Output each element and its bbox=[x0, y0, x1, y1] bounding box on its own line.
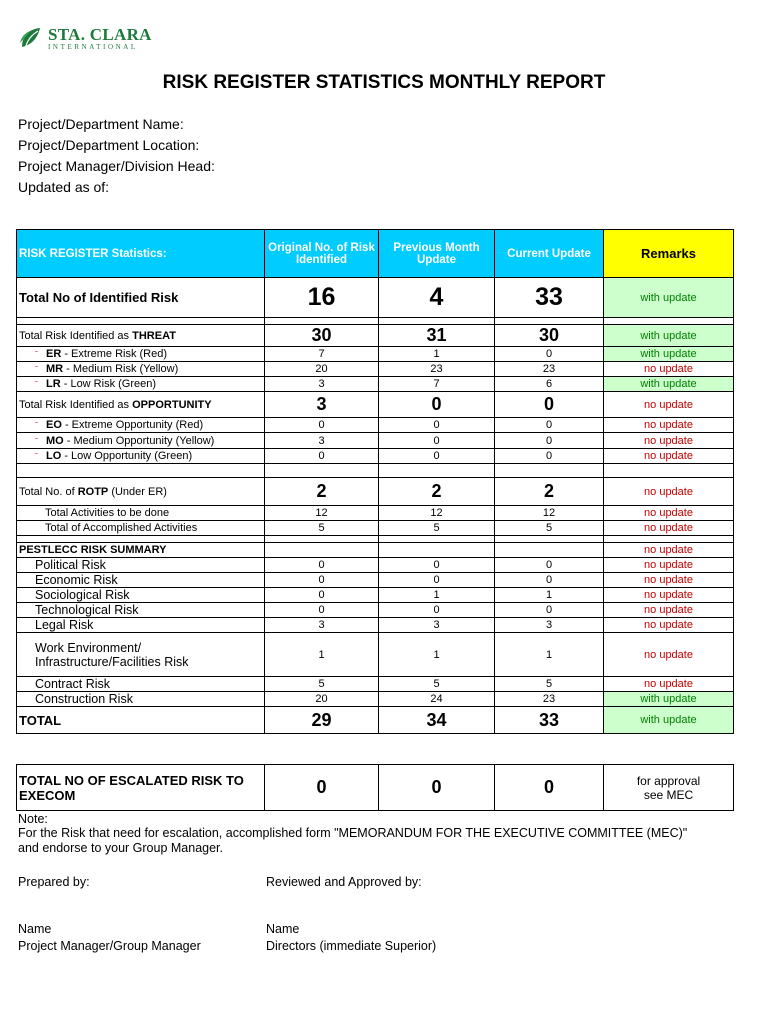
remark-line-1: for approval bbox=[636, 773, 701, 788]
spacer-row bbox=[17, 464, 734, 478]
remark-cell: no update bbox=[604, 362, 734, 377]
cell-value: 0 bbox=[379, 433, 495, 449]
threat-label bbox=[17, 325, 265, 347]
header-current: Current Update bbox=[495, 230, 604, 278]
cell-value: 3 bbox=[265, 433, 379, 449]
field-project-manager: Project Manager/Division Head: bbox=[18, 158, 215, 174]
field-updated-as-of: Updated as of: bbox=[18, 179, 110, 195]
cell-value: 2 bbox=[495, 478, 604, 506]
cell-value: 30 bbox=[265, 325, 379, 347]
risk-code: LR bbox=[46, 378, 61, 390]
risk-desc: - Low Opportunity (Green) bbox=[61, 450, 193, 462]
rotp-item-label: Total of Accomplished Activities bbox=[17, 521, 265, 536]
cell-value: 0 bbox=[379, 449, 495, 464]
cell-value: 6 bbox=[495, 377, 604, 392]
header-previous: Previous Month Update bbox=[379, 230, 495, 278]
remark-cell: no update bbox=[604, 543, 734, 558]
pestlecc-item-label: Political Risk bbox=[17, 558, 265, 573]
cell-value: 24 bbox=[379, 692, 495, 707]
signature-role-left: Project Manager/Group Manager bbox=[18, 939, 201, 953]
opportunity-label bbox=[17, 392, 265, 418]
signature-name-left: Name bbox=[18, 922, 52, 936]
table-row bbox=[17, 677, 734, 692]
remark-cell: no update bbox=[604, 633, 734, 677]
cell-value: 0 bbox=[265, 603, 379, 618]
risk-desc: - Extreme Opportunity (Red) bbox=[61, 419, 204, 431]
rotp-label bbox=[17, 478, 265, 506]
logo-name: STA. CLARA bbox=[48, 24, 152, 44]
cell-value: 1 bbox=[495, 588, 604, 603]
remark-cell: with update bbox=[604, 707, 734, 734]
cell-value: 1 bbox=[495, 633, 604, 677]
remark-cell: no update bbox=[604, 558, 734, 573]
cell-value: 0 bbox=[379, 418, 495, 433]
remark-cell: with update bbox=[604, 377, 734, 392]
table-row bbox=[17, 573, 734, 588]
cell-value: 23 bbox=[495, 692, 604, 707]
cell-value: 0 bbox=[495, 392, 604, 418]
table-row bbox=[17, 418, 734, 433]
escalated-row bbox=[17, 765, 734, 811]
rotp-label-prefix: Total No. of bbox=[19, 485, 78, 498]
risk-label bbox=[17, 362, 265, 377]
cell-value: 5 bbox=[265, 677, 379, 692]
cell-value: 23 bbox=[495, 362, 604, 377]
threat-label-prefix: Total Risk Identified as bbox=[19, 329, 133, 342]
risk-label bbox=[17, 347, 265, 362]
cell-value: 0 bbox=[379, 765, 495, 811]
cell-value: 3 bbox=[265, 618, 379, 633]
cell-value: 16 bbox=[265, 278, 379, 318]
cell-value: 5 bbox=[495, 521, 604, 536]
risk-code: LO bbox=[46, 450, 62, 462]
remark-cell: no update bbox=[604, 521, 734, 536]
note-line-1: For the Risk that need for escalation, accomplished form "MEMORANDUM FOR THE EXECUTIVE COMMITTEE (MEC)" bbox=[18, 826, 688, 840]
cell-value: 12 bbox=[495, 506, 604, 521]
cell-value: 30 bbox=[495, 325, 604, 347]
cell-value: 3 bbox=[265, 392, 379, 418]
cell-value: 20 bbox=[265, 362, 379, 377]
cell-value: 7 bbox=[265, 347, 379, 362]
label-line-2: Infrastructure/Facilities Risk bbox=[35, 654, 189, 669]
cell-value: 0 bbox=[379, 573, 495, 588]
cell-value: 4 bbox=[379, 278, 495, 318]
cell-value: 0 bbox=[495, 558, 604, 573]
table-row bbox=[17, 433, 734, 449]
tick-mark: ˉ bbox=[35, 435, 38, 446]
cell-value: 0 bbox=[379, 603, 495, 618]
remark-cell: no update bbox=[604, 573, 734, 588]
cell-value: 2 bbox=[265, 478, 379, 506]
total-identified-row bbox=[17, 278, 734, 318]
remark-cell: no update bbox=[604, 506, 734, 521]
rotp-item-label: Total Activities to be done bbox=[17, 506, 265, 521]
risk-label bbox=[17, 377, 265, 392]
rotp-label-strong: ROTP bbox=[77, 485, 109, 498]
remark-cell: with update bbox=[604, 325, 734, 347]
header-remarks: Remarks bbox=[604, 230, 734, 278]
cell-value: 0 bbox=[495, 418, 604, 433]
cell-value: 0 bbox=[265, 588, 379, 603]
risk-register-table bbox=[16, 229, 734, 734]
cell-value: 7 bbox=[379, 377, 495, 392]
cell-value: 5 bbox=[265, 521, 379, 536]
cell-value: 33 bbox=[495, 278, 604, 318]
cell-value: 0 bbox=[495, 347, 604, 362]
threat-row bbox=[17, 325, 734, 347]
prepared-by-label: Prepared by: bbox=[18, 875, 90, 889]
spacer-row bbox=[17, 318, 734, 325]
pestlecc-item-label: Economic Risk bbox=[17, 573, 265, 588]
remark-cell: no update bbox=[604, 392, 734, 418]
cell-value: 12 bbox=[265, 506, 379, 521]
table-row bbox=[17, 449, 734, 464]
cell-value: 0 bbox=[379, 392, 495, 418]
logo-subtitle: INTERNATIONAL bbox=[48, 42, 138, 51]
risk-label bbox=[17, 433, 265, 449]
risk-code: MR bbox=[46, 363, 64, 375]
cell-value: 3 bbox=[265, 377, 379, 392]
cell-value: 1 bbox=[379, 633, 495, 677]
table-row bbox=[17, 558, 734, 573]
cell-value: 33 bbox=[495, 707, 604, 734]
table-row bbox=[17, 618, 734, 633]
tick-mark: ˉ bbox=[35, 420, 38, 430]
risk-label bbox=[17, 449, 265, 464]
cell-value: 0 bbox=[495, 573, 604, 588]
escalated-risk-table bbox=[16, 764, 734, 811]
risk-code: ER bbox=[46, 348, 62, 360]
cell-value: 3 bbox=[495, 618, 604, 633]
cell-value: 20 bbox=[265, 692, 379, 707]
escalated-label: TOTAL NO OF ESCALATED RISK TO EXECOM bbox=[17, 765, 265, 811]
signature-role-right: Directors (immediate Superior) bbox=[266, 939, 437, 953]
table-row bbox=[17, 377, 734, 392]
table-row bbox=[17, 588, 734, 603]
pestlecc-item-label: Contract Risk bbox=[17, 677, 265, 692]
risk-desc: - Extreme Risk (Red) bbox=[61, 348, 168, 360]
cell-value: 3 bbox=[379, 618, 495, 633]
remark-cell: no update bbox=[604, 603, 734, 618]
risk-code: MO bbox=[46, 434, 64, 447]
cell-value: 0 bbox=[379, 558, 495, 573]
cell-value: 1 bbox=[265, 633, 379, 677]
header-statistics: RISK REGISTER Statistics: bbox=[17, 230, 265, 278]
remark-cell: no update bbox=[604, 478, 734, 506]
table-header-row bbox=[17, 230, 734, 278]
risk-label bbox=[17, 418, 265, 433]
pestlecc-item-label bbox=[17, 633, 265, 677]
remark-cell: no update bbox=[604, 418, 734, 433]
opportunity-row bbox=[17, 392, 734, 418]
pestlecc-item-label: Technological Risk bbox=[17, 603, 265, 618]
remark-cell: no update bbox=[604, 677, 734, 692]
cell-value: 0 bbox=[495, 449, 604, 464]
remark-cell: no update bbox=[604, 618, 734, 633]
table-row bbox=[17, 506, 734, 521]
pestlecc-item-label: Construction Risk bbox=[17, 692, 265, 707]
tick-mark: ˉ bbox=[35, 364, 38, 374]
table-row bbox=[17, 633, 734, 677]
cell-value: 5 bbox=[379, 677, 495, 692]
remark-cell: with update bbox=[604, 278, 734, 318]
header-original: Original No. of Risk Identified bbox=[265, 230, 379, 278]
cell-value: 0 bbox=[265, 765, 379, 811]
remark-cell: with update bbox=[604, 692, 734, 707]
cell-value: 0 bbox=[495, 765, 604, 811]
rotp-row bbox=[17, 478, 734, 506]
risk-desc: - Low Risk (Green) bbox=[60, 378, 157, 390]
spacer-row bbox=[17, 536, 734, 543]
risk-desc: - Medium Risk (Yellow) bbox=[63, 363, 179, 375]
threat-label-strong: THREAT bbox=[132, 329, 176, 342]
note-heading: Note: bbox=[18, 812, 48, 826]
cell-value: 12 bbox=[379, 506, 495, 521]
cell-value: 1 bbox=[379, 588, 495, 603]
reviewed-by-label: Reviewed and Approved by: bbox=[266, 875, 422, 889]
label-line-1: Work Environment/ bbox=[35, 640, 142, 655]
tick-mark: ˉ bbox=[35, 451, 38, 461]
tick-mark: ˉ bbox=[35, 379, 38, 389]
table-row bbox=[17, 347, 734, 362]
cell-value: 5 bbox=[379, 521, 495, 536]
cell-value: 23 bbox=[379, 362, 495, 377]
table-row bbox=[17, 692, 734, 707]
risk-code: EO bbox=[46, 419, 62, 431]
tick-mark: ˉ bbox=[35, 349, 38, 359]
signature-name-right: Name bbox=[266, 922, 300, 936]
remark-line-2: see MEC bbox=[643, 787, 694, 802]
table-row bbox=[17, 521, 734, 536]
table-row bbox=[17, 362, 734, 377]
report-title: RISK REGISTER STATISTICS MONTHLY REPORT bbox=[162, 72, 606, 93]
escalated-remark bbox=[604, 765, 734, 811]
pestlecc-item-label: Sociological Risk bbox=[17, 588, 265, 603]
cell-value: 0 bbox=[495, 433, 604, 449]
cell-value: 0 bbox=[265, 418, 379, 433]
remark-cell: no update bbox=[604, 588, 734, 603]
cell-value: 5 bbox=[495, 677, 604, 692]
pestlecc-header-row bbox=[17, 543, 734, 558]
cell-value: 31 bbox=[379, 325, 495, 347]
pestlecc-label: PESTLECC RISK SUMMARY bbox=[17, 543, 265, 558]
opportunity-label-prefix: Total Risk Identified as bbox=[19, 398, 133, 411]
cell-value: 0 bbox=[265, 573, 379, 588]
rotp-label-suffix: (Under ER) bbox=[108, 485, 167, 498]
note-line-2: and endorse to your Group Manager. bbox=[18, 841, 223, 855]
table-row bbox=[17, 603, 734, 618]
cell-value: 34 bbox=[379, 707, 495, 734]
company-logo bbox=[18, 24, 152, 52]
opportunity-label-strong: OPPORTUNITY bbox=[132, 398, 212, 411]
cell-value: 29 bbox=[265, 707, 379, 734]
field-project-location: Project/Department Location: bbox=[18, 137, 200, 153]
field-project-name: Project/Department Name: bbox=[18, 116, 184, 132]
remark-cell: with update bbox=[604, 347, 734, 362]
remark-cell: no update bbox=[604, 433, 734, 449]
cell-value: 2 bbox=[379, 478, 495, 506]
cell-value: 1 bbox=[379, 347, 495, 362]
pestlecc-item-label: Legal Risk bbox=[17, 618, 265, 633]
remark-cell: no update bbox=[604, 449, 734, 464]
cell-value: 0 bbox=[265, 558, 379, 573]
total-row bbox=[17, 707, 734, 734]
total-identified-label: Total No of Identified Risk bbox=[17, 278, 265, 318]
total-label: TOTAL bbox=[17, 707, 265, 734]
cell-value: 0 bbox=[265, 449, 379, 464]
leaf-icon bbox=[18, 25, 44, 51]
risk-desc: - Medium Opportunity (Yellow) bbox=[63, 434, 215, 447]
cell-value: 0 bbox=[495, 603, 604, 618]
